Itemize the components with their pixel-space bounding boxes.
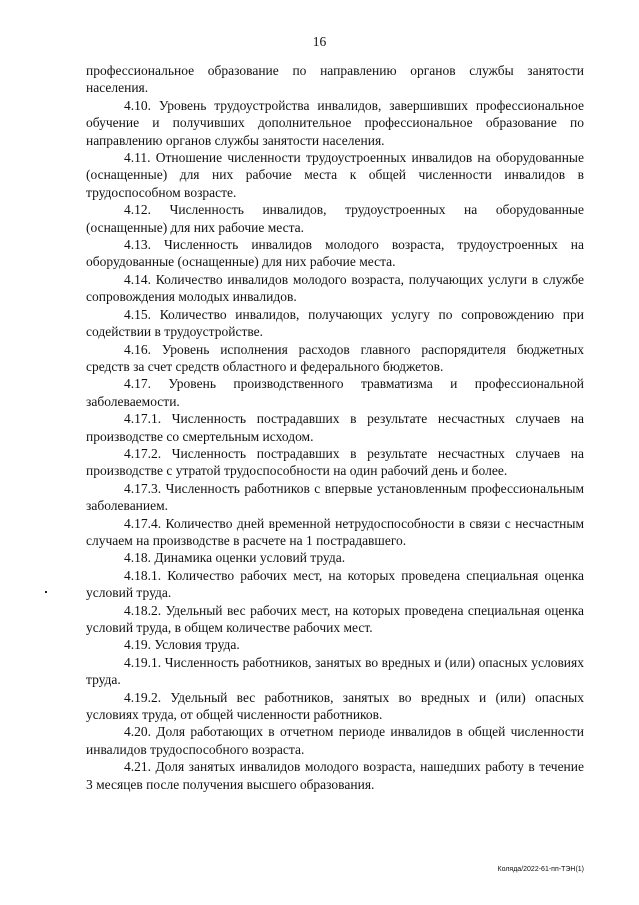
paragraph: профессиональное образование по направлению органов службы занятости населения. [86, 63, 584, 96]
document-code: Коляда/2022-61-пп-ТЭН(1) [497, 866, 584, 873]
paragraph: 4.20. Доля работающих в отчетном периоде инвалидов в общей численности инвалидов трудоспособного возраста. [86, 724, 584, 757]
paragraph: 4.19.1. Численность работников, занятых во вредных и (или) опасных условиях труда. [86, 654, 584, 688]
paragraph: 4.17.3. Численность работников с впервые установленным профессиональным заболеванием. [86, 480, 584, 514]
paragraph: 4.17.4. Количество дней временной нетрудоспособности в связи с несчастным случаем на производстве в расчете на 1 пострадавшего. [86, 515, 584, 548]
margin-mark [45, 591, 47, 593]
paragraph: 4.16. Уровень исполнения расходов главного распорядителя бюджетных средств за счет средств областного и федерального бюджетов. [86, 341, 584, 374]
paragraph: 4.11. Отношение численности трудоустроенных инвалидов на оборудованные (оснащенные) для них рабочие места к общей численности инвалидов в трудоспособном возрасте. [86, 150, 584, 200]
paragraph: 4.15. Количество инвалидов, получающих услугу по сопровождению при содействии в трудоустройстве. [86, 306, 584, 340]
paragraph: 4.19.2. Удельный вес работников, занятых во вредных и (или) опасных условиях труда, от общей численности работников. [86, 689, 584, 723]
paragraph: 4.17.2. Численность пострадавших в результате несчастных случаев на производстве с утратой трудоспособности на один рабочий день и более. [86, 445, 584, 479]
paragraph: 4.18.1. Количество рабочих мест, на которых проведена специальная оценка условий труда. [86, 567, 584, 601]
paragraph: 4.13. Численность инвалидов молодого возраста, трудоустроенных на оборудованные (оснащенные) для них рабочие места. [86, 237, 584, 270]
page-number: 16 [312, 34, 327, 49]
document-body [86, 62, 584, 793]
paragraph: 4.12. Численность инвалидов, трудоустроенных на оборудованные (оснащенные) для них рабочие места. [86, 202, 584, 235]
paragraph: 4.14. Количество инвалидов молодого возраста, получающих услуги в службе сопровождения молодых инвалидов. [86, 271, 584, 305]
paragraph: 4.17. Уровень производственного травматизма и профессиональной заболеваемости. [86, 376, 584, 409]
paragraph: 4.10. Уровень трудоустройства инвалидов, завершивших профессиональное обучение и получивших дополнительное профессиональное образование по направлению органов службы занятости населения. [86, 97, 584, 148]
paragraph: 4.21. Доля занятых инвалидов молодого возраста, нашедших работу в течение 3 месяцев после получения высшего образования. [86, 759, 584, 792]
paragraph: 4.17.1. Численность пострадавших в результате несчастных случаев на производстве со смертельным исходом. [86, 411, 584, 444]
paragraph: 4.18. Динамика оценки условий труда. [124, 550, 346, 566]
paragraph: 4.19. Условия труда. [124, 637, 240, 653]
paragraph: 4.18.2. Удельный вес рабочих мест, на которых проведена специальная оценка условий труда, в общем количестве рабочих мест. [86, 602, 584, 635]
